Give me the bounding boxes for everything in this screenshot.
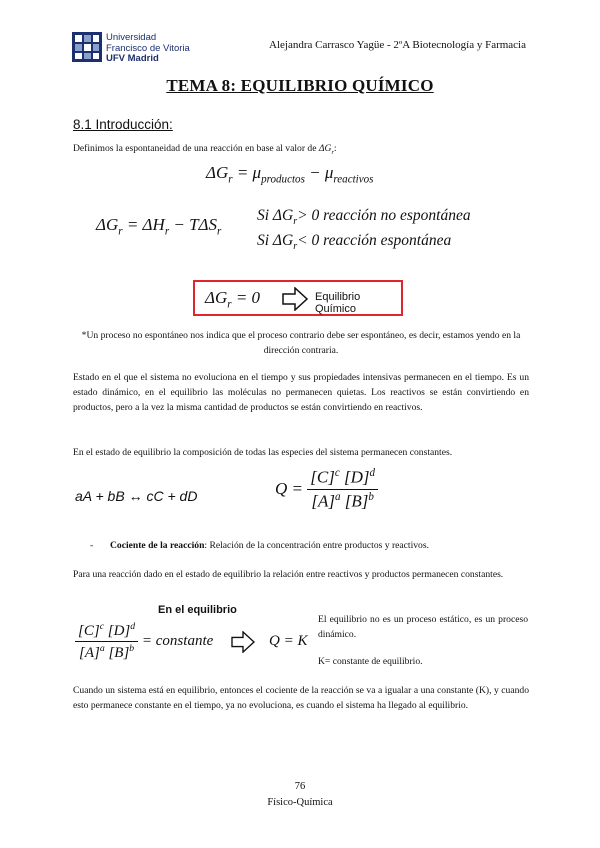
q-equals-k: Q = K (269, 633, 308, 649)
eq2-lhs: ΔG (96, 215, 119, 234)
constant-rhs: = constante (141, 633, 214, 649)
spontaneity-conditions (257, 206, 471, 256)
eq2-sub2: r (164, 225, 170, 238)
k-den-a: [A] (78, 645, 100, 661)
quotient-denominator (307, 490, 378, 512)
intro-paragraph (73, 141, 529, 160)
k-num-c: [C] (78, 623, 100, 639)
constant-denominator (75, 642, 138, 662)
q-den-a: [A] (311, 491, 335, 511)
note-paragraph: *Un proceso no espontáneo nos indica que el proceso contrario debe ser espontáneo, es decir, estamos yendo en la dirección contraria. (81, 330, 521, 356)
box-eq-lhs: ΔG (205, 288, 228, 307)
eq2-sub3: r (217, 225, 222, 238)
k-den-b: [B] (104, 645, 130, 661)
q-num-d-exp: d (369, 467, 376, 479)
condition-2-sub: r (293, 241, 298, 253)
equilibrium-highlight-box (193, 280, 403, 316)
gibbs-enthalpy-equation (96, 215, 221, 237)
q-den-a-exp: a (334, 490, 341, 503)
k-num-c-exp: c (99, 621, 105, 632)
eq2-enthalpy: = ΔH (122, 215, 165, 234)
eq1-lhs-sub: r (228, 173, 233, 186)
equilibrium-label: En el equilibrio (158, 604, 237, 616)
logo-line-2: Francisco de Vitoria (106, 42, 190, 54)
intro-symbol: ΔG (318, 143, 332, 154)
quotient-numerator (307, 467, 378, 490)
gibbs-potential-equation (206, 163, 373, 185)
footer-subject: Físico-Química (267, 797, 333, 808)
box-equation (205, 288, 260, 310)
condition-spontaneous (257, 231, 471, 256)
quotient-definition-bullet (90, 538, 530, 553)
condition-1-rel: > 0 reacción no espontánea (297, 207, 471, 224)
eq1-lhs: ΔG (206, 163, 229, 182)
university-logo (72, 32, 212, 66)
condition-2-prefix: Si ΔG (257, 232, 294, 250)
box-eq-sub: r (227, 298, 232, 311)
composition-paragraph: En el estado de equilibrio la composición de todas las especies del sistema permanecen constantes. (73, 447, 453, 458)
eq2-entropy: − TΔS (169, 215, 218, 234)
eq2-sub: r (118, 225, 123, 238)
section-heading: 8.1 Introducción: (73, 117, 173, 132)
bullet-dash: - (90, 540, 94, 551)
constant-numerator (75, 621, 138, 642)
reaction-quotient (275, 467, 378, 511)
quotient-lhs: Q = (275, 479, 303, 499)
condition-2-rel: < 0 reacción espontánea (297, 232, 452, 250)
arrow-right-icon (282, 287, 308, 311)
equilibrium-paragraph: Estado en el que el sistema no evoluciona en el tiempo y sus propiedades intensivas permanecen en el tiempo. Es un estado dinámico, en el equilibrio las moléculas no permanecen quietas. Los reactivos se están convirtiendo en productos, pero a la vez la misma cantidad de productos se están convirtiendo en reactivos. (73, 372, 529, 413)
eq1-minus: − μ (304, 163, 334, 182)
q-den-b-exp: b (368, 490, 374, 503)
q-num-c-exp: c (334, 467, 340, 479)
logo-line-1: Universidad (106, 32, 157, 43)
page-number: 76 (294, 781, 306, 792)
box-eq-rhs: = 0 (231, 288, 261, 307)
condition-1-sub: r (293, 216, 298, 228)
k-num-d-exp: d (130, 621, 136, 632)
box-label: Equilibrio Químico (315, 291, 361, 315)
equilibrium-constant-equation (75, 621, 213, 662)
bullet-term: Cociente de la reacción (110, 540, 205, 551)
logo-line-3: UFV Madrid (106, 53, 159, 64)
eq1-sub-reactants: reactivos (333, 173, 374, 186)
k-den-b-exp: b (129, 643, 135, 654)
header-author: Alejandra Carrasco Yagüe - 2ºA Biotecnología y Farmacia (269, 39, 526, 51)
side-note: El equilibrio no es un proceso estático, es un proceso dinámico. (318, 614, 528, 640)
ufv-logo-icon (72, 32, 102, 62)
final-paragraph: Cuando un sistema está en equilibrio, entonces el cociente de la reacción se va a igualar a una constante (K), y cuando esto permanece constante en el tiempo, ya no evoluciona, es cuando el sistema ha llegado al equilibrio. (73, 685, 529, 711)
k-num-d: [D] (104, 623, 131, 639)
k-definition: K= constante de equilibrio. (318, 656, 423, 667)
arrow-right-icon (231, 631, 255, 653)
page-title: TEMA 8: EQUILIBRIO QUÍMICO (166, 76, 434, 95)
quotient-fraction (307, 467, 378, 511)
q-den-b: [B] (340, 491, 369, 511)
constant-fraction (75, 621, 138, 662)
reaction-equation: aA + bB ↔ cC + dD (75, 488, 198, 504)
intro-end: : (333, 143, 337, 154)
eq1-rhs: = μ (236, 163, 262, 182)
logo-text (106, 33, 190, 65)
k-den-a-exp: a (99, 643, 105, 654)
eq1-sub-products: productos (261, 173, 305, 186)
condition-nonspontaneous (257, 206, 471, 231)
intro-subscript: r (331, 148, 334, 156)
intro-text: Definimos la espontaneidad de una reacción en base al valor de (73, 143, 317, 154)
q-num-d: [D] (339, 467, 370, 487)
constant-paragraph: Para una reacción dado en el estado de equilibrio la relación entre reactivos y productos permanecen constantes. (73, 569, 504, 580)
q-num-c: [C] (310, 467, 335, 487)
condition-1-prefix: Si ΔG (257, 207, 294, 224)
bullet-definition: : Relación de la concentración entre productos y reactivos. (204, 540, 429, 551)
